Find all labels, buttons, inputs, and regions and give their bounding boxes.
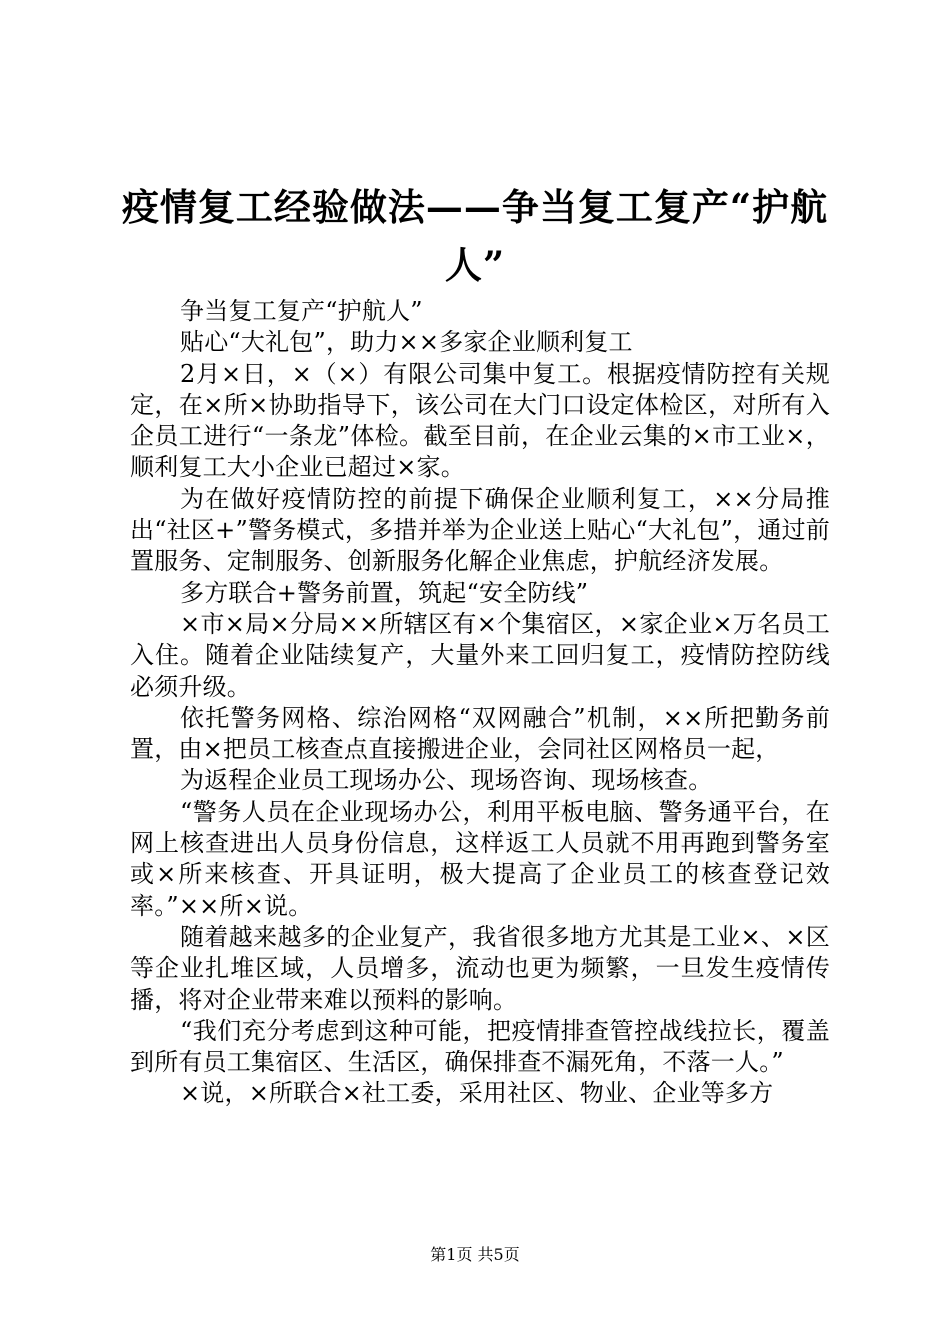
paragraph: 为在做好疫情防控的前提下确保企业顺利复工，××分局推出“社区+”警务模式，多措并举为企业送上贴心“大礼包”，通过前置服务、定制服务、创新服务化解企业焦虑，护航经济发展。 — [130, 484, 830, 576]
page-footer: 第1页 共5页 — [430, 1245, 520, 1264]
document-title: 疫情复工经验做法——争当复工复产“护航人” — [121, 185, 829, 287]
paragraph: 多方联合+警务前置，筑起“安全防线” — [180, 578, 589, 607]
paragraph: 贴心“大礼包”，助力××多家企业顺利复工 — [180, 328, 633, 357]
paragraph: 争当复工复产“护航人” — [180, 297, 423, 325]
paragraph: ×市×局×分局××所辖区有×个集宿区，×家企业×万名员工入住。随着企业陆续复产，大量外来工回归复工，疫情防控防线必须升级。 — [130, 609, 830, 701]
paragraph: 随着越来越多的企业复产，我省很多地方尤其是工业×、×区等企业扎堆区域，人员增多，流动也更为频繁，一旦发生疫情传播，将对企业带来难以预料的影响。 — [130, 922, 830, 1014]
paragraph: 为返程企业员工现场办公、现场咨询、现场核查。 — [180, 766, 713, 795]
paragraph: “警务人员在企业现场办公，利用平板电脑、警务通平台，在网上核查进出人员身份信息，这样返工人员就不用再跑到警务室或×所来核查、开具证明，极大提高了企业员工的核查登记效率。”××所×说。 — [130, 797, 830, 920]
paragraph: “我们充分考虑到这种可能，把疫情排查管控战线拉长，覆盖到所有员工集宿区、生活区，确保排查不漏死角，不落一人。” — [130, 1016, 830, 1077]
paragraph: ×说，×所联合×社工委，采用社区、物业、企业等多方 — [180, 1079, 774, 1108]
paragraph: 2月×日，×（×）有限公司集中复工。根据疫情防控有关规定，在×所×协助指导下，该公司在大门口设定体检区，对所有入企员工进行“一条龙”体检。截至目前，在企业云集的×市工业×，顺利复工大小企业已超过×家。 — [130, 359, 830, 482]
document-body — [130, 296, 830, 1110]
paragraph: 依托警务网格、综治网格“双网融合”机制，××所把勤务前置，由×把员工核查点直接搬进企业，会同社区网格员一起， — [130, 703, 830, 764]
